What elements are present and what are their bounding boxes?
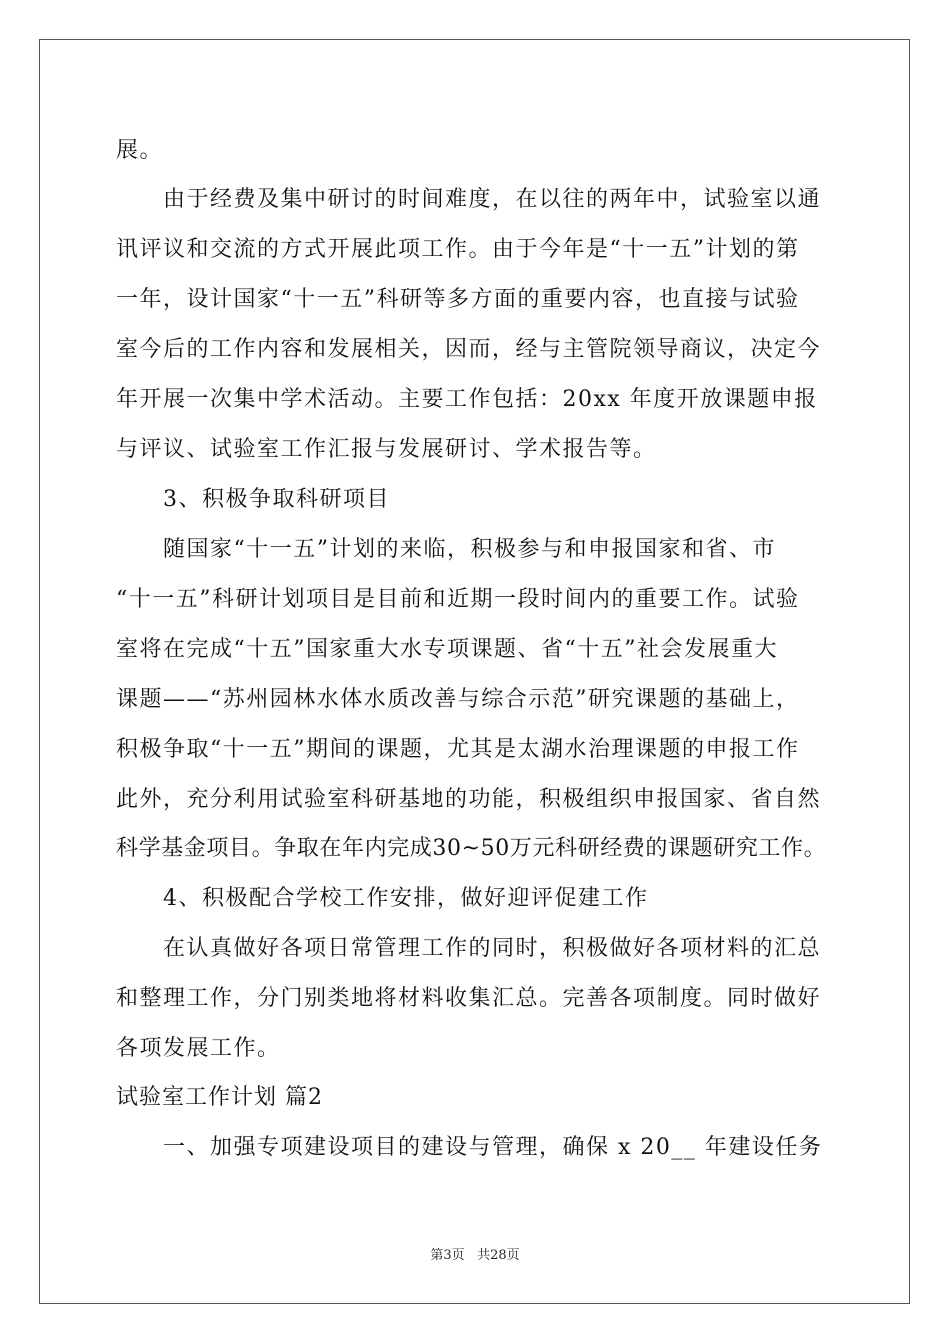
paragraph-line: 在认真做好各项日常管理工作的同时，积极做好各项材料的汇总 <box>163 936 822 961</box>
paragraph-line: 室将在完成“十五”国家重大水专项课题、省“十五”社会发展重大 <box>116 637 778 662</box>
paragraph-line: 各项发展工作。 <box>116 1036 281 1061</box>
paragraph-line: 一年，设计国家“十一五”科研等多方面的重要内容，也直接与试验 <box>116 287 800 312</box>
paragraph-line: 积极争取“十一五”期间的课题，尤其是太湖水治理课题的申报工作 <box>116 737 800 762</box>
paragraph-line: 与评议、试验室工作汇报与发展研讨、学术报告等。 <box>116 437 657 462</box>
section-heading: 4、积极配合学校工作安排，做好迎评促建工作 <box>163 886 649 911</box>
section-heading: 3、积极争取科研项目 <box>163 487 390 512</box>
page-number: 第3页 <box>430 1248 465 1263</box>
page-border <box>39 39 910 1304</box>
paragraph-line: 科学基金项目。争取在年内完成30~50万元科研经费的课题研究工作。 <box>116 836 827 861</box>
paragraph-line: “十一五”科研计划项目是目前和近期一段时间内的重要工作。试验 <box>116 587 800 612</box>
paragraph-line: 一、加强专项建设项目的建设与管理，确保 x 20__ 年建设任务 <box>163 1135 823 1160</box>
paragraph-line: 此外，充分利用试验室科研基地的功能，积极组织申报国家、省自然 <box>116 787 822 812</box>
paragraph-line: 课题——“苏州园林水体水质改善与综合示范”研究课题的基础上， <box>116 687 800 712</box>
paragraph-line: 和整理工作，分门别类地将材料收集汇总。完善各项制度。同时做好 <box>116 986 822 1011</box>
paragraph-line: 讯评议和交流的方式开展此项工作。由于今年是“十一五”计划的第 <box>116 237 800 262</box>
paragraph-line: 随国家“十一五”计划的来临，积极参与和申报国家和省、市 <box>163 537 776 562</box>
paragraph-line: 室今后的工作内容和发展相关，因而，经与主管院领导商议，决定今 <box>116 337 822 362</box>
paragraph-line: 由于经费及集中研讨的时间难度，在以往的两年中，试验室以通 <box>163 187 822 212</box>
page-total: 共28页 <box>477 1248 520 1263</box>
paragraph-line: 展。 <box>116 138 164 163</box>
document-title: 试验室工作计划 篇2 <box>116 1085 323 1110</box>
paragraph-line: 年开展一次集中学术活动。主要工作包括：20xx 年度开放课题申报 <box>116 387 818 412</box>
page-footer <box>0 1248 950 1264</box>
